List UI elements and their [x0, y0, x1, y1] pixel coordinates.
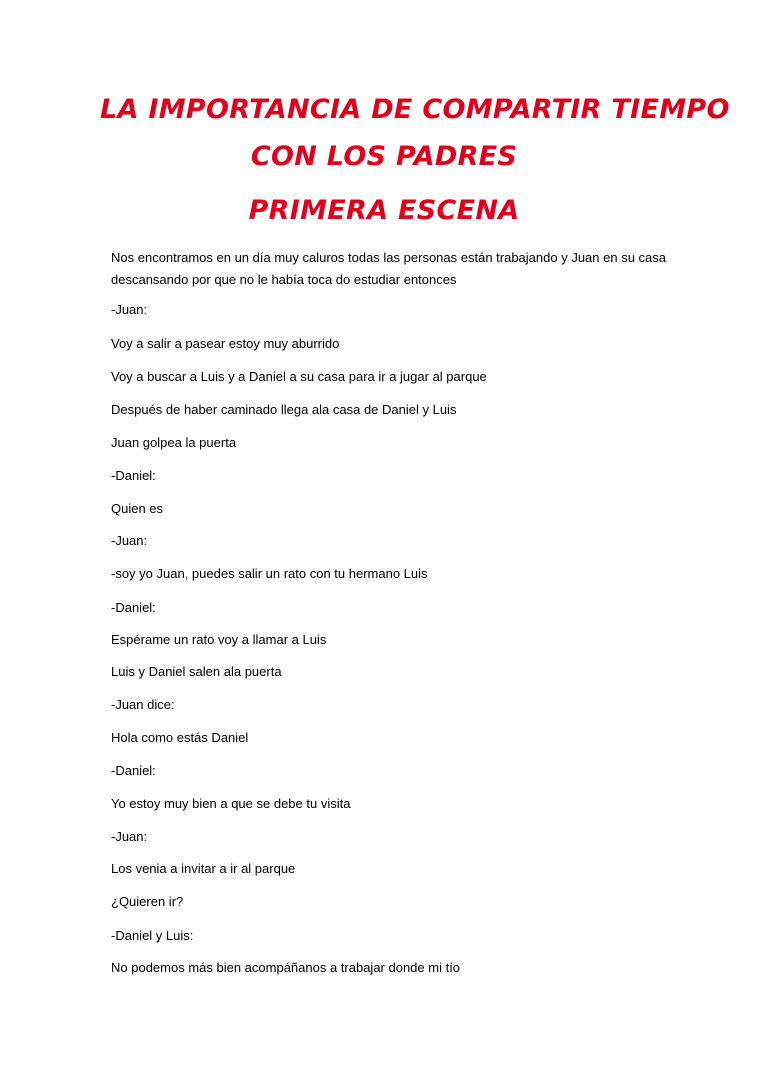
dialogue-line: Espérame un rato voy a llamar a Luis	[111, 632, 327, 647]
document-title-line-2: CON LOS PADRES	[250, 141, 518, 172]
dialogue-line: -Daniel y Luis:	[111, 928, 194, 943]
intro-line-2: descansando por que no le había toca do estudiar entonces	[111, 272, 457, 287]
dialogue-line: ¿Quieren ir?	[111, 894, 184, 909]
dialogue-line: -Juan:	[111, 302, 148, 317]
dialogue-line: -Juan:	[111, 533, 148, 548]
dialogue-line: Yo estoy muy bien a que se debe tu visita	[111, 796, 351, 811]
dialogue-line: -Juan dice:	[111, 697, 175, 712]
dialogue-line: Juan golpea la puerta	[111, 435, 237, 450]
dialogue-line: -Daniel:	[111, 600, 156, 615]
document-title-line-1: LA IMPORTANCIA DE COMPARTIR TIEMPO	[100, 94, 730, 125]
dialogue-line: -Juan:	[111, 829, 148, 844]
intro-paragraph	[111, 247, 671, 291]
dialogue-line: -Daniel:	[111, 763, 156, 778]
dialogue-line: -Daniel:	[111, 468, 156, 483]
dialogue-line: Voy a salir a pasear estoy muy aburrido	[111, 336, 340, 351]
dialogue-line: Hola como estás Daniel	[111, 730, 249, 745]
dialogue-line: Voy a buscar a Luis y a Daniel a su casa para ir a jugar al parque	[111, 369, 487, 384]
dialogue-line: No podemos más bien acompáñanos a trabajar donde mi tío	[111, 960, 461, 975]
dialogue-line: Quien es	[111, 501, 164, 516]
dialogue-line: Los venia a invitar a ir al parque	[111, 861, 296, 876]
intro-line-1: Nos encontramos en un día muy caluros todas las personas están trabajando y Juan en su casa	[111, 250, 666, 265]
dialogue-line: Luis y Daniel salen ala puerta	[111, 664, 282, 679]
dialogue-line: -soy yo Juan, puedes salir un rato con tu hermano Luis	[111, 566, 428, 581]
scene-title: PRIMERA ESCENA	[248, 195, 520, 226]
dialogue-line: Después de haber caminado llega ala casa de Daniel y Luis	[111, 402, 457, 417]
